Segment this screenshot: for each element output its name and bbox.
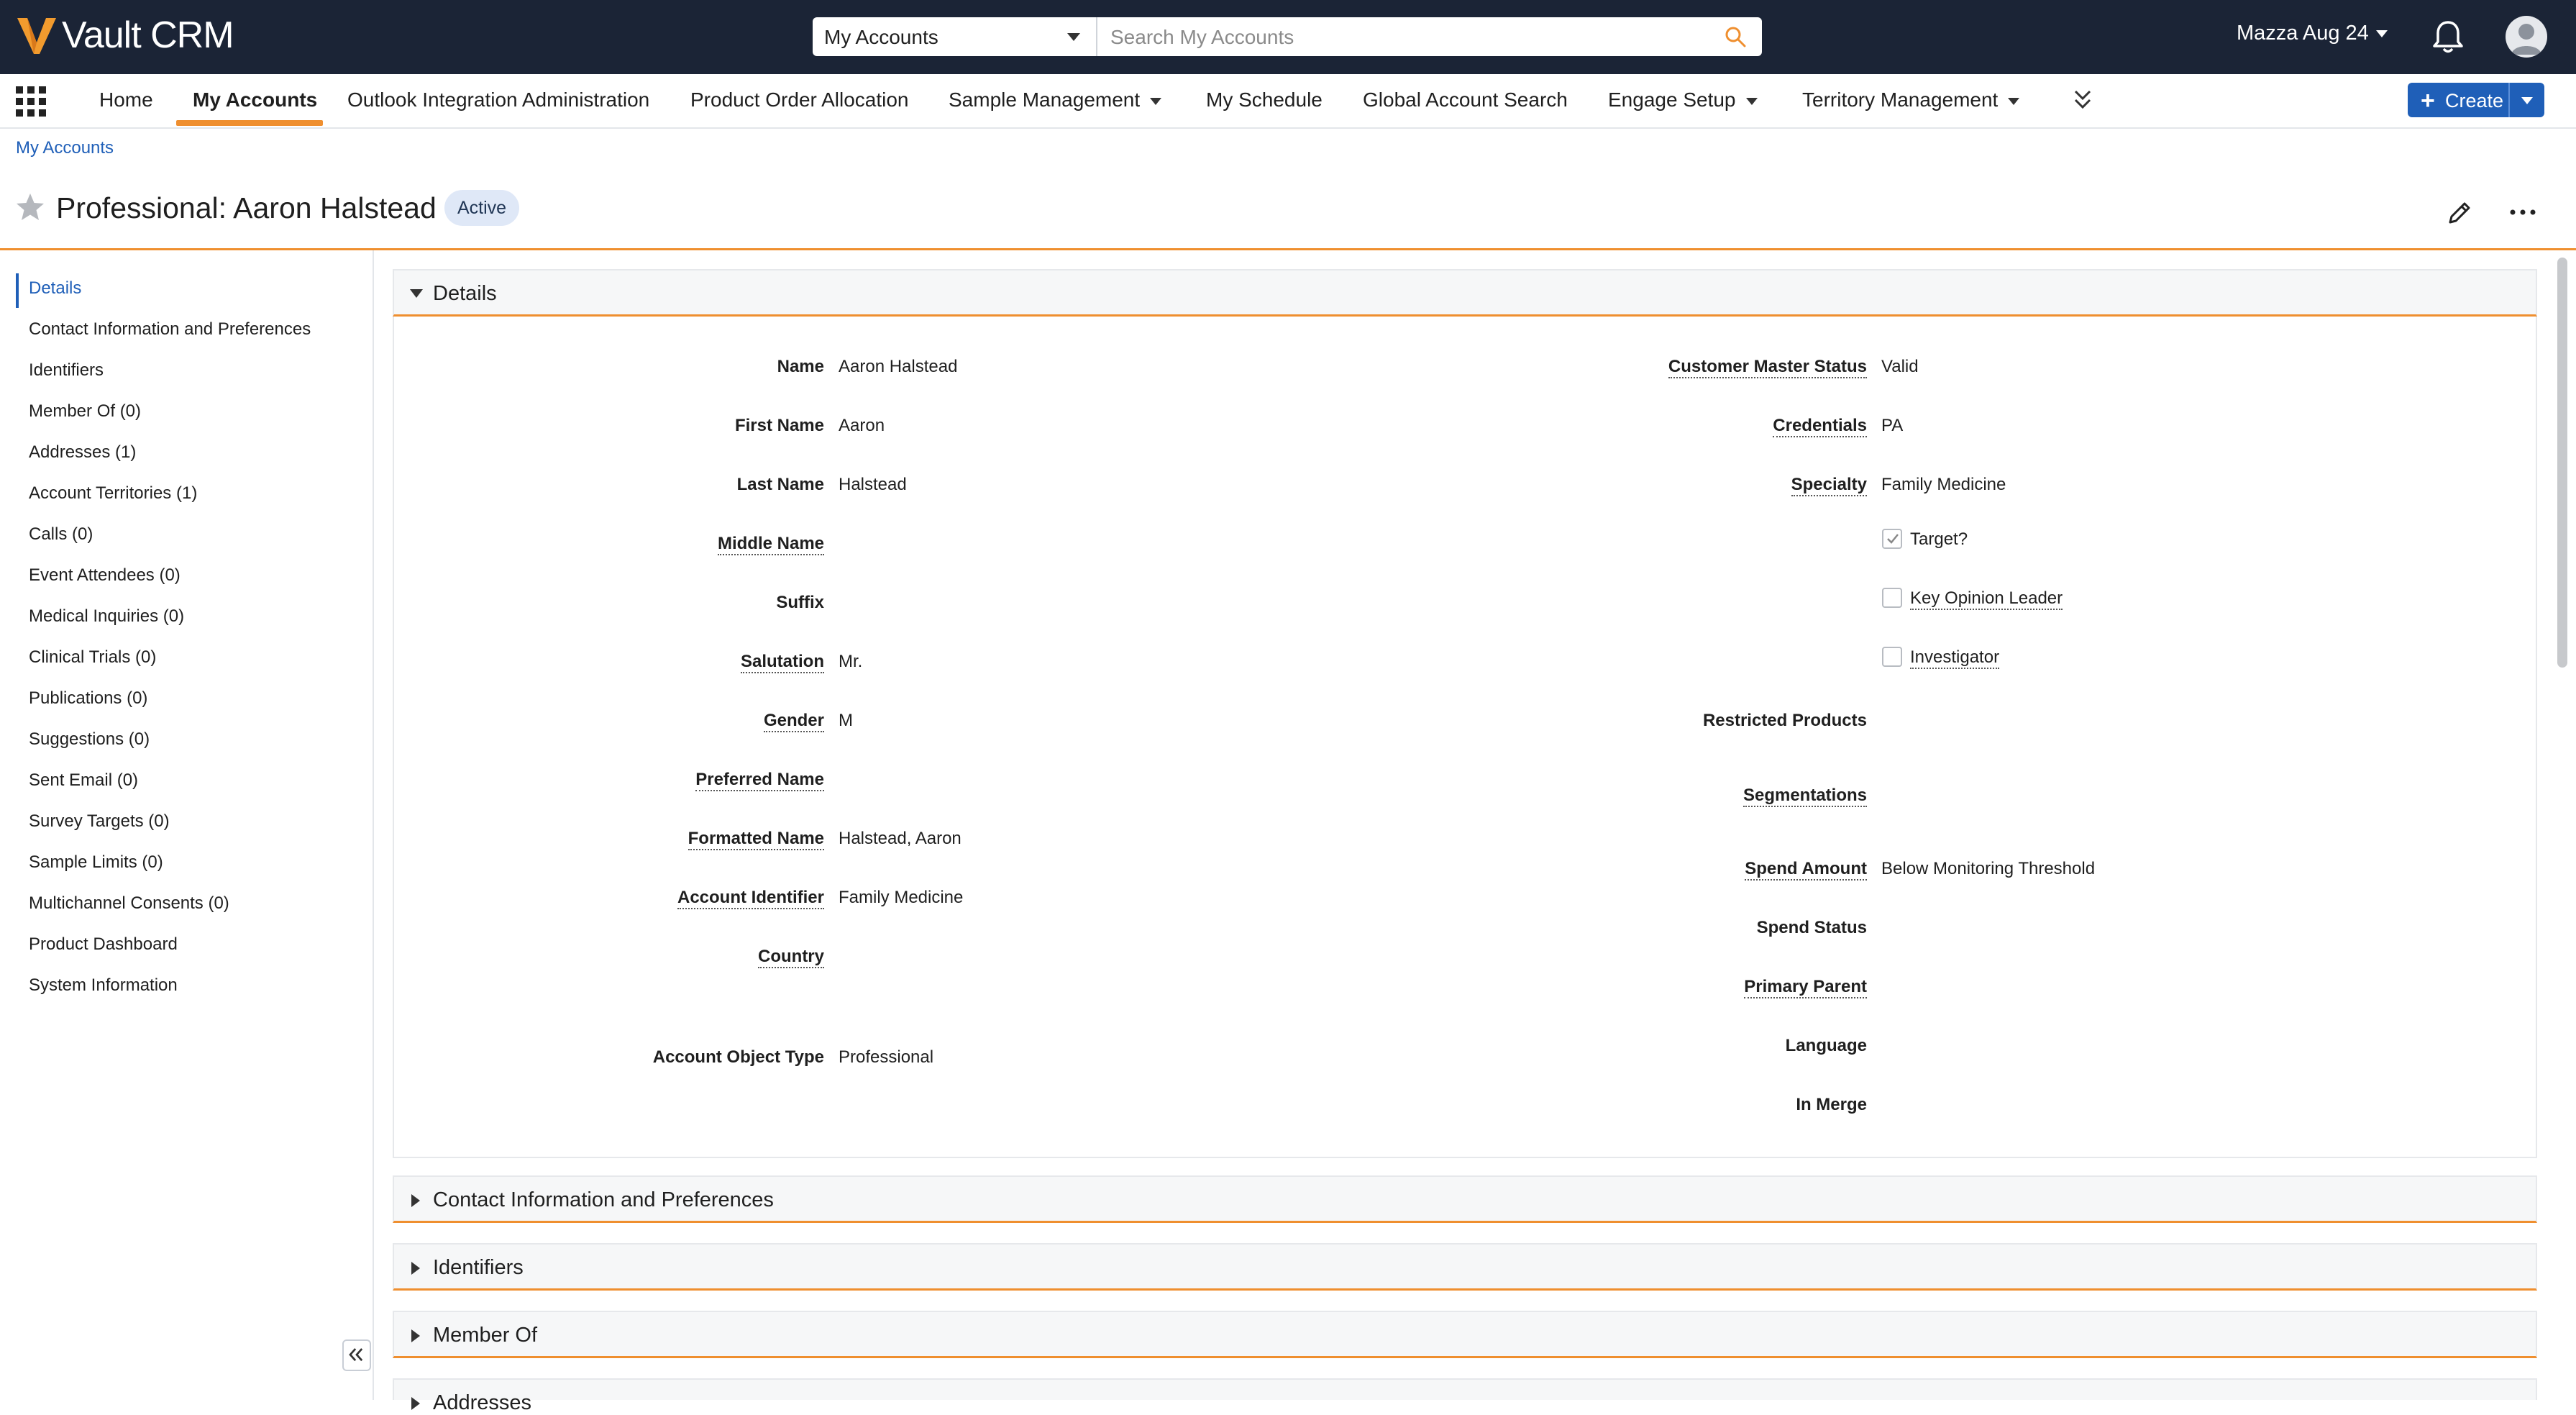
section-sidebar [0,250,374,1400]
field-label-account-identifier: Account Identifier [677,888,824,909]
section-title: Details [433,282,497,305]
sidebar-item-account-territories[interactable]: Account Territories (1) [29,483,198,503]
main-nav-bar [0,74,2576,129]
active-tab-indicator [176,120,323,126]
sidebar-item-survey-targets[interactable]: Survey Targets (0) [29,811,170,831]
section-title: Member Of [433,1324,538,1347]
avatar-person-icon [2506,16,2547,58]
chevron-down-icon [1746,98,1758,105]
field-label-first-name: First Name [734,416,824,435]
field-label-key-opinion-leader: Key Opinion Leader [1910,588,2063,610]
user-menu[interactable] [2237,22,2388,45]
search-scope-value: My Accounts [824,26,938,48]
sidebar-item-product-dashboard[interactable]: Product Dashboard [29,934,178,954]
app-launcher-grid-icon[interactable] [16,86,46,117]
field-value-last-name: Halstead [839,475,907,494]
field-label-language: Language [1785,1036,1867,1055]
sidebar-item-identifiers[interactable]: Identifiers [29,360,104,380]
favorite-star-icon[interactable] [14,191,46,223]
sidebar-item-suggestions[interactable]: Suggestions (0) [29,729,150,749]
top-bar [0,0,2576,74]
nav-item-engage-setup[interactable] [1608,88,1758,112]
nav-item-label: Engage Setup [1608,88,1736,111]
search-input[interactable] [1109,23,1716,52]
sidebar-item-event-attendees[interactable]: Event Attendees (0) [29,565,181,585]
more-tabs-double-chevron-icon[interactable] [2070,87,2096,113]
field-label-target: Target? [1910,529,1968,549]
field-label-primary-parent: Primary Parent [1744,977,1867,998]
field-label-preferred-name: Preferred Name [695,770,824,791]
field-label-gender: Gender [764,711,824,732]
nav-item-global-account-search[interactable]: Global Account Search [1363,88,1568,111]
section-header-addresses[interactable] [393,1378,2537,1414]
collapsed-triangle-icon [411,1262,420,1275]
sidebar-item-sample-limits[interactable]: Sample Limits (0) [29,852,163,872]
sidebar-item-member-of[interactable]: Member Of (0) [29,401,142,421]
field-label-account-object-type: Account Object Type [652,1047,824,1067]
edit-pencil-icon[interactable] [2445,199,2474,227]
section-title: Addresses [433,1391,532,1414]
key-opinion-leader-checkbox [1882,588,1902,608]
section-header-contact-information[interactable] [393,1175,2537,1223]
field-label-investigator: Investigator [1910,647,1999,669]
section-header-details[interactable] [393,269,2537,317]
search-scope-select[interactable] [813,17,1097,56]
section-title: Identifiers [433,1256,524,1279]
expanded-triangle-icon [410,289,423,298]
collapsed-triangle-icon [411,1397,420,1410]
section-header-identifiers[interactable] [393,1243,2537,1291]
field-label-in-merge: In Merge [1796,1095,1867,1114]
vault-crm-logo[interactable] [16,10,234,60]
field-label-suffix: Suffix [776,593,824,612]
field-label-segmentations: Segmentations [1743,786,1867,807]
field-label-last-name: Last Name [736,475,824,494]
field-label-country: Country [758,947,824,968]
field-value-credentials: PA [1881,416,1904,435]
collapsed-triangle-icon [411,1329,420,1342]
checkmark-icon [1886,532,1900,546]
button-divider [2508,83,2510,117]
field-label-middle-name: Middle Name [718,534,824,555]
sidebar-item-medical-inquiries[interactable]: Medical Inquiries (0) [29,606,185,626]
collapse-sidebar-button[interactable] [342,1339,371,1371]
chevron-down-icon [1150,98,1161,105]
notifications-bell-icon[interactable] [2431,19,2465,55]
status-badge: Active [444,190,519,226]
double-chevron-left-icon [344,1341,370,1370]
section-header-member-of[interactable] [393,1311,2537,1358]
chevron-down-icon [2376,30,2388,37]
plus-icon: + [2421,87,2435,114]
field-value-spend-amount: Below Monitoring Threshold [1881,859,2096,878]
nav-item-outlook-integration-administration[interactable]: Outlook Integration Administration [347,88,650,111]
nav-item-label: Sample Management [949,88,1141,111]
field-label-credentials: Credentials [1773,416,1867,437]
nav-item-home[interactable]: Home [99,88,153,111]
create-menu-chevron-icon[interactable] [2521,97,2533,104]
create-button-label: Create [2445,90,2504,112]
nav-item-product-order-allocation[interactable]: Product Order Allocation [690,88,909,111]
sidebar-item-calls[interactable]: Calls (0) [29,524,93,544]
nav-item-label: Territory Management [1802,88,1999,111]
target-checkbox [1882,529,1902,549]
header-divider [0,248,2576,250]
user-avatar[interactable] [2506,16,2547,58]
sidebar-item-system-information[interactable]: System Information [29,975,178,995]
field-value-account-object-type: Professional [839,1047,934,1067]
main-scrollbar[interactable] [2557,258,2567,668]
chevron-down-icon [1067,33,1080,41]
nav-item-my-schedule[interactable]: My Schedule [1206,88,1323,111]
nav-item-my-accounts[interactable]: My Accounts [193,88,318,111]
nav-item-sample-management[interactable] [949,88,1161,112]
field-value-account-identifier: Family Medicine [839,888,964,907]
field-label-name: Name [777,357,824,376]
user-menu-label: Mazza Aug 24 [2237,22,2369,45]
field-value-first-name: Aaron [839,416,885,435]
field-value-name: Aaron Halstead [839,357,958,376]
sidebar-item-contact-information[interactable]: Contact Information and Preferences [29,319,311,339]
field-label-customer-master-status: Customer Master Status [1668,357,1867,378]
field-value-gender: M [839,711,853,730]
sidebar-item-clinical-trials[interactable]: Clinical Trials (0) [29,647,157,667]
global-search[interactable] [1097,17,1762,56]
breadcrumb[interactable]: My Accounts [16,138,114,158]
section-title: Contact Information and Preferences [433,1188,774,1211]
nav-item-territory-management[interactable] [1802,88,2019,112]
field-label-spend-amount: Spend Amount [1745,859,1867,881]
chevron-down-icon [2008,98,2019,105]
page-title: Professional: Aaron Halstead [56,191,437,224]
field-value-customer-master-status: Valid [1881,357,1919,376]
more-actions-ellipsis-icon[interactable] [2508,209,2537,216]
field-value-specialty: Family Medicine [1881,475,2006,494]
sidebar-item-multichannel-consents[interactable]: Multichannel Consents (0) [29,893,229,913]
investigator-checkbox [1882,647,1902,667]
search-icon[interactable] [1725,26,1746,47]
vault-logo-icon [16,15,58,55]
create-button[interactable] [2408,83,2544,117]
field-value-formatted-name: Halstead, Aaron [839,829,962,848]
field-label-spend-status: Spend Status [1756,918,1867,937]
field-label-salutation: Salutation [741,652,824,673]
app-name: Vault CRM [62,14,234,56]
field-label-restricted-products: Restricted Products [1702,711,1867,730]
sidebar-item-details[interactable]: Details [16,273,311,314]
field-label-specialty: Specialty [1791,475,1867,496]
sidebar-item-addresses[interactable]: Addresses (1) [29,442,137,462]
details-section-body [393,317,2537,1158]
field-value-salutation: Mr. [839,652,863,671]
collapsed-triangle-icon [411,1194,420,1207]
sidebar-item-publications[interactable]: Publications (0) [29,688,148,708]
field-label-formatted-name: Formatted Name [688,829,824,850]
sidebar-item-sent-email[interactable]: Sent Email (0) [29,770,139,790]
